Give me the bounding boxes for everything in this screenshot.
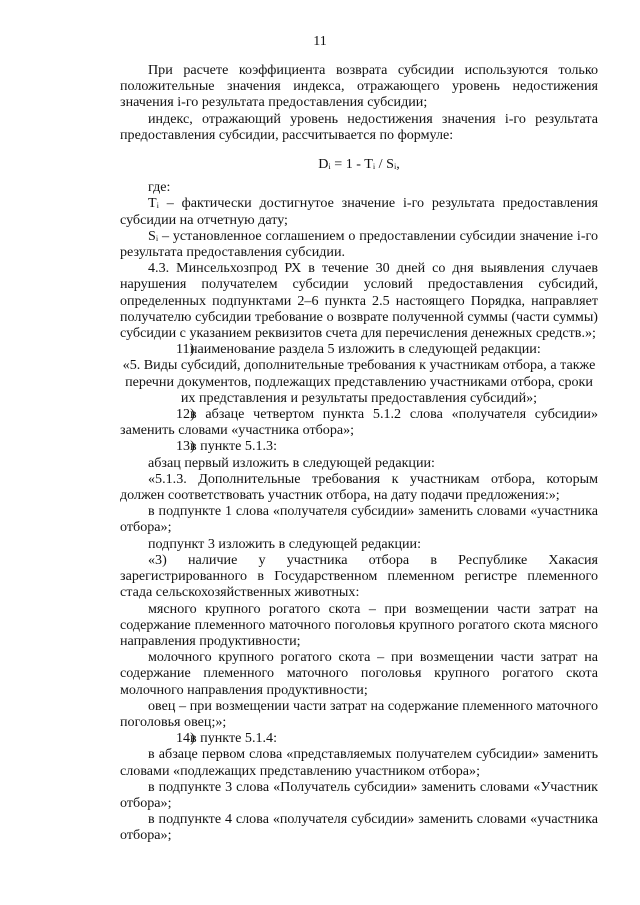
formula: Dᵢ = 1 - Tᵢ / Sᵢ,: [318, 156, 400, 173]
section-5-title: «5. Виды субсидий, дополнительные требования к участникам отбора, а также перечни документов, подлежащих представлению участниками отбора, сроки их представления и результаты предоставления субсидий»;: [122, 357, 596, 406]
paragraph-subpoint-3-text: «3) наличие у участника отбора в Республике Хакасия зарегистрированного в Государственном племенном регистре племенного стада сельскохозяйственных животных:: [120, 551, 598, 601]
paragraph-where: где:: [148, 179, 171, 196]
paragraph-5-1-4-sub3: в подпункте 3 слова «Получатель субсидии» заменить словами «Участник отбора»;: [120, 778, 598, 811]
item-12: [120, 406, 598, 438]
paragraph-first-abzac: абзац первый изложить в следующей редакции:: [148, 454, 435, 471]
paragraph-4-3: 4.3. Минсельхозпрод РХ в течение 30 дней со дня выявления случаев нарушения получателем субсидии условий предоставления субсидий, определенных подпунктами 2–6 пункта 2.5 настоящего Порядка, направляет получателю субсидии требование о возврате полученной суммы (части суммы) субсидии с указанием реквизитов счета для перечисления денежных средств.»;: [120, 260, 598, 342]
paragraph-s-definition: Sᵢ – установленное соглашением о предоставлении субсидии значение i-го результата предоставления субсидии.: [120, 227, 598, 261]
item-number: 13): [176, 438, 195, 455]
paragraph-5-1-4-sub4: в подпункте 4 слова «получателя субсидии» заменить словами «участника отбора»;: [120, 811, 598, 844]
item-number: 12): [176, 406, 195, 423]
item-14: [120, 730, 598, 746]
paragraph-index-usage: При расчете коэффициента возврата субсидии используются только положительные значения индекса, отражающего уровень недостижения значения i-го результата предоставления субсидии;: [120, 62, 598, 111]
paragraph-beef-cattle: мясного крупного рогатого скота – при возмещении части затрат на содержание племенного маточного поголовья крупного рогатого скота мясного направления продуктивности;: [120, 600, 598, 649]
item-11: [120, 341, 598, 357]
paragraph-dairy-cattle: молочного крупного рогатого скота – при возмещении части затрат на содержание племенного маточного поголовья крупного рогатого скота молочного направления продуктивности;: [120, 649, 598, 698]
item-text: в пункте 5.1.4:: [190, 730, 278, 747]
paragraph-index-definition: индекс, отражающий уровень недостижения значения i-го результата предоставления субсидии, рассчитывается по формуле:: [120, 110, 598, 143]
paragraph-subpoint-3-intro: подпункт 3 изложить в следующей редакции:: [148, 535, 422, 552]
paragraph-5-1-4-first: в абзаце первом слова «представляемых получателем субсидии» заменить словами «подлежащих представлению участником отбора»;: [120, 746, 598, 779]
paragraph-5-1-3: «5.1.3. Дополнительные требования к участникам отбора, которым должен соответствовать участник отбора, на дату подачи предложения:»;: [120, 470, 598, 504]
document-body: [120, 62, 598, 844]
page-number: 11: [313, 34, 327, 49]
paragraph-sheep: овец – при возмещении части затрат на содержание племенного маточного поголовья овец;»;: [120, 697, 598, 730]
item-text: в абзаце четвертом пункта 5.1.2 слова «получателя субсидии» заменить словами «участника отбора»;: [120, 406, 598, 439]
paragraph-subpoint-1: в подпункте 1 слова «получателя субсидии» заменить словами «участника отбора»;: [120, 503, 598, 536]
item-number: 14): [176, 730, 195, 747]
paragraph-t-definition: Tᵢ – фактически достигнутое значение i-го результата предоставления субсидии на отчетную дату;: [120, 195, 598, 228]
item-13: [120, 438, 598, 454]
item-text: в пункте 5.1.3:: [190, 438, 278, 455]
item-text: наименование раздела 5 изложить в следующей редакции:: [190, 341, 541, 358]
item-number: 11): [176, 341, 195, 358]
